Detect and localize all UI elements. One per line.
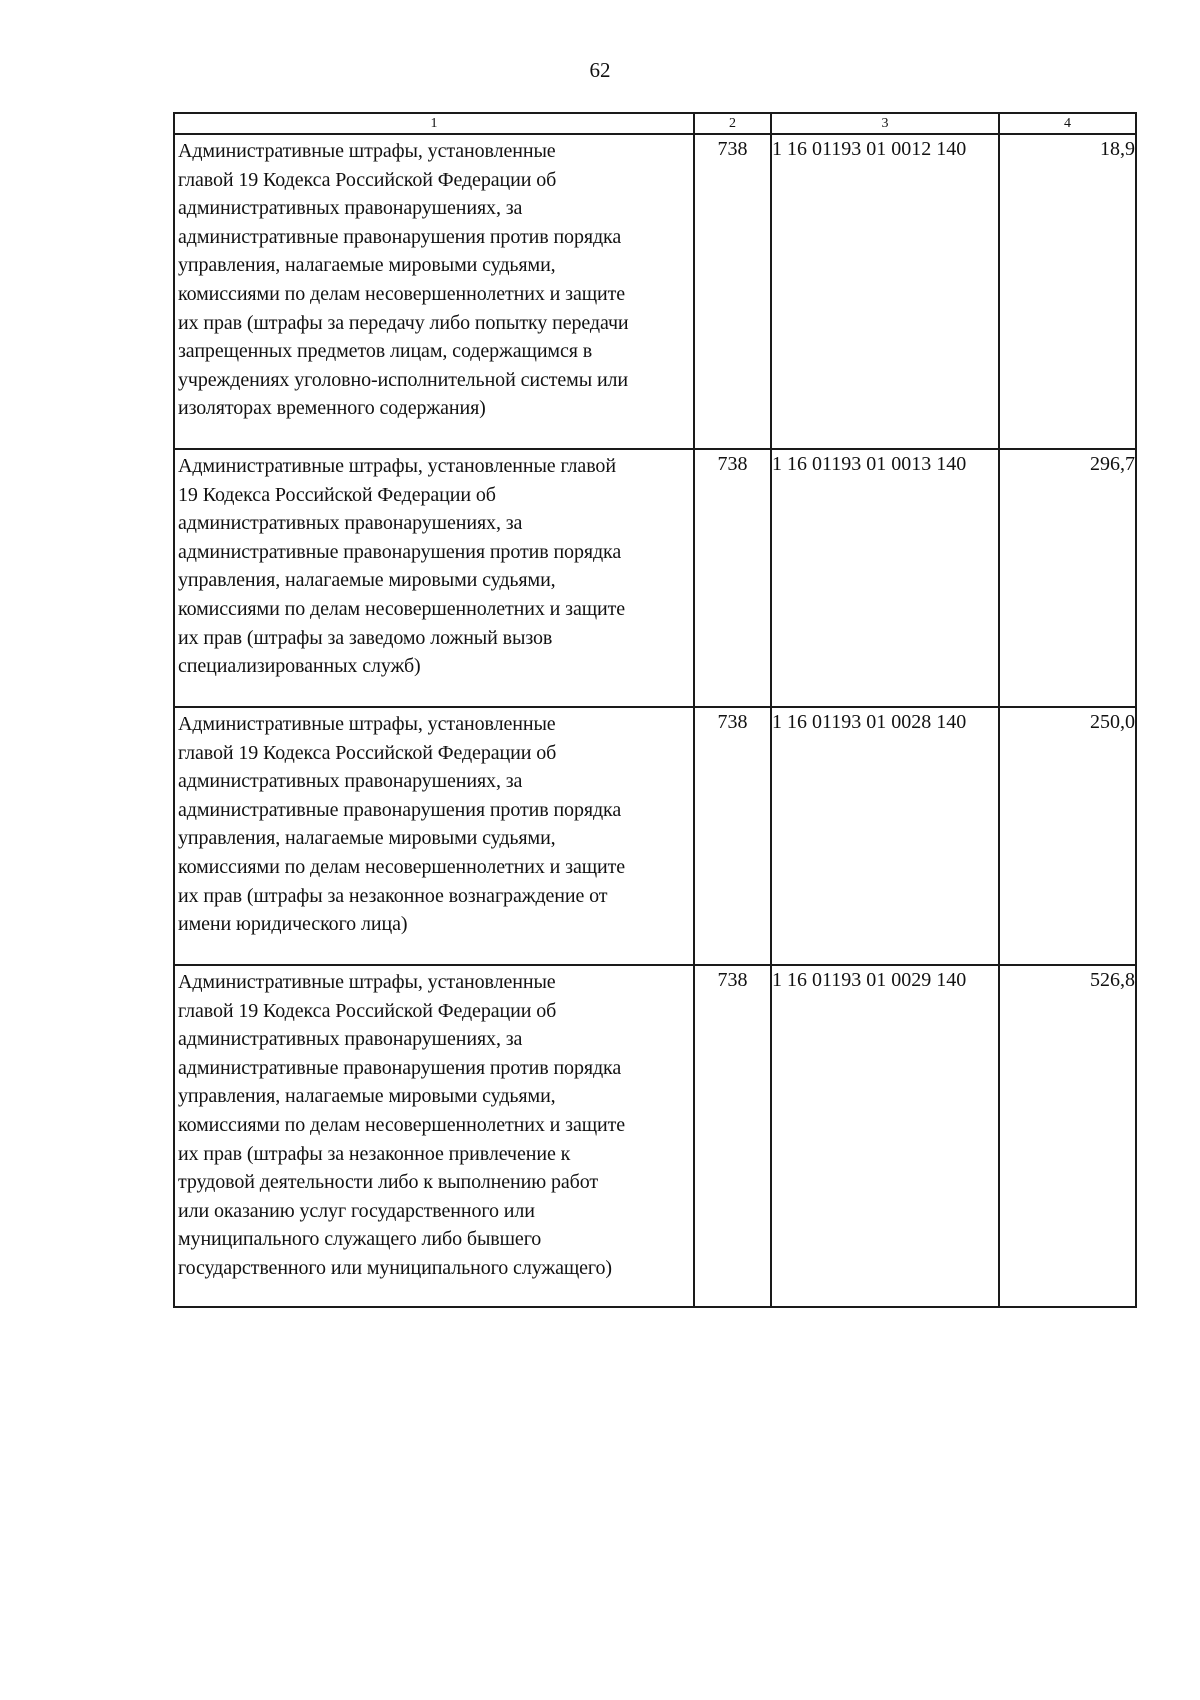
row-description: Административные штрафы, установленные главой 19 Кодекса Российской Федерации об административных правонарушениях, за административные правонарушения против порядка управления, налагаемые мировыми судьями, комиссиями по делам несовершеннолетних и защите их прав (штрафы за заведомо ложный вызов специализированных служб): [178, 455, 626, 678]
row-description: Административные штрафы, установленные главой 19 Кодекса Российской Федерации об административных правонарушениях, за административные правонарушения против порядка управления, налагаемые мировыми судьями, комиссиями по делам несовершеннолетних и защите их прав (штрафы за передачу либо попытку передачи запрещенных предметов лицам, содержащимся в учреждениях уголовно-исполнительной системы или изоляторах временного содержания): [178, 140, 629, 420]
column-header-4: 4: [999, 113, 1136, 134]
column-header-2: 2: [694, 113, 771, 134]
table-row: [174, 965, 1136, 1307]
table-row: [174, 707, 1136, 965]
row-description: Административные штрафы, установленные главой 19 Кодекса Российской Федерации об административных правонарушениях, за административные правонарушения против порядка управления, налагаемые мировыми судьями, комиссиями по делам несовершеннолетних и защите их прав (штрафы за незаконное вознаграждение от имени юридического лица): [178, 713, 626, 936]
row-amount: 250,0: [999, 707, 1136, 965]
row-admin-code: 738: [694, 965, 771, 1307]
row-budget-code: 1 16 01193 01 0028 140: [771, 707, 999, 965]
row-description-cell: [174, 965, 694, 1307]
row-admin-code: 738: [694, 707, 771, 965]
table-row: [174, 134, 1136, 449]
budget-revenue-table: [173, 112, 1137, 1308]
column-header-3: 3: [771, 113, 999, 134]
column-header-1: 1: [174, 113, 694, 134]
table-header-row: [174, 113, 1136, 134]
row-description-cell: [174, 134, 694, 449]
row-description-cell: [174, 449, 694, 707]
row-admin-code: 738: [694, 134, 771, 449]
row-budget-code: 1 16 01193 01 0013 140: [771, 449, 999, 707]
table-row: [174, 449, 1136, 707]
row-description-cell: [174, 707, 694, 965]
row-admin-code: 738: [694, 449, 771, 707]
row-amount: 18,9: [999, 134, 1136, 449]
page-number: 62: [589, 58, 611, 82]
row-budget-code: 1 16 01193 01 0012 140: [771, 134, 999, 449]
row-budget-code: 1 16 01193 01 0029 140: [771, 965, 999, 1307]
row-amount: 296,7: [999, 449, 1136, 707]
row-amount: 526,8: [999, 965, 1136, 1307]
row-description: Административные штрафы, установленные главой 19 Кодекса Российской Федерации об административных правонарушениях, за административные правонарушения против порядка управления, налагаемые мировыми судьями, комиссиями по делам несовершеннолетних и защите их прав (штрафы за незаконное привлечение к трудовой деятельности либо к выполнению работ или оказанию услуг государственного или муниципального служащего либо бывшего государственного или муниципального служащего): [178, 971, 626, 1279]
